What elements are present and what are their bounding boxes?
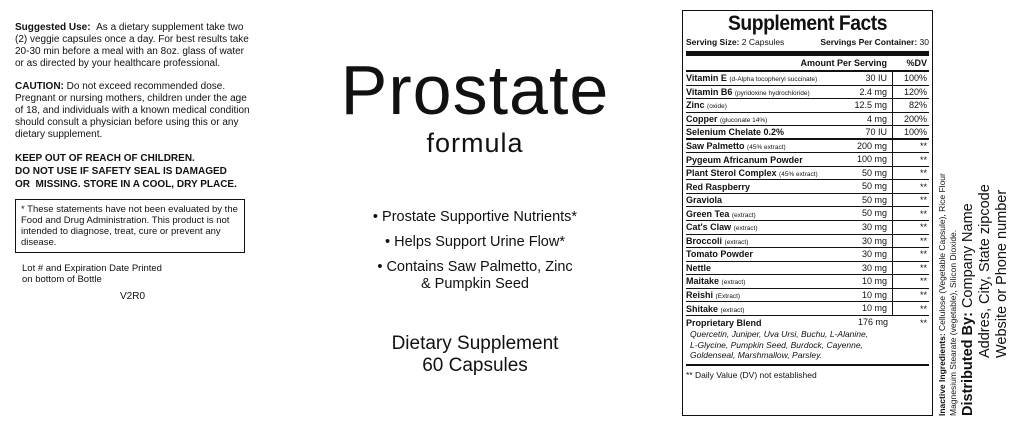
nutrient-dv: **: [919, 208, 927, 219]
facts-title: Supplement Facts: [727, 12, 888, 35]
company-name: Company Name: [960, 203, 976, 309]
blend-line-2: L-Glycine, Pumpkin Seed, Burdock, Cayenne,: [690, 339, 863, 350]
nutrient-name-text: Cat's Claw: [686, 222, 732, 233]
label-code: V2R0: [120, 291, 146, 302]
servings-value: 30: [919, 37, 929, 47]
servings-label: Servings Per Container:: [820, 37, 918, 47]
proprietary-blend: [686, 316, 929, 366]
nutrient-note: (45% extract): [779, 171, 818, 179]
nutrient-note: (extract): [720, 306, 745, 314]
nutrient-name-text: Shitake: [686, 303, 719, 314]
inactive-text-1: Cellulose (Vegetable Capsule), Rice Flour: [937, 173, 947, 331]
nutrient-amount: 200 mg: [831, 140, 893, 153]
nutrient-amount: 10 mg: [831, 289, 893, 302]
supplement-facts-panel: [682, 10, 933, 416]
nutrient-dv: **: [919, 181, 927, 192]
benefit-item: • Contains Saw Palmetto, Zinc: [377, 259, 573, 275]
nutrient-name-text: Selenium Chelate 0.2%: [686, 126, 785, 137]
nutrient-dv: 100%: [903, 73, 927, 84]
nutrient-dv: **: [919, 141, 927, 151]
nutrient-dv: **: [919, 222, 927, 233]
caution-label: CAUTION:: [15, 81, 64, 92]
benefit-item-continued: & Pumpkin Seed: [420, 276, 529, 292]
nutrient-dv: **: [919, 290, 927, 301]
nutrient-name-text: Tomato Powder: [686, 249, 753, 260]
nutrient-note: (45% extract): [747, 144, 786, 151]
nutrient-row: [686, 194, 929, 208]
servings-per-container: [820, 37, 929, 48]
nutrient-amount: 30 mg: [831, 248, 893, 261]
nutrient-name: [686, 127, 831, 137]
nutrient-note: (gluconate 14%): [720, 116, 768, 124]
serving-size: [686, 37, 784, 48]
nutrient-name: [686, 182, 831, 192]
distributor-line-1: [960, 10, 977, 416]
company-address: Addres, City, State zipcode: [977, 184, 993, 358]
left-panel: [15, 22, 255, 303]
nutrient-dv: **: [919, 235, 927, 246]
nutrient-row: [686, 221, 929, 235]
nutrient-name-text: Graviola: [686, 195, 723, 206]
nutrient-row: [686, 235, 929, 249]
storage-warning: [15, 152, 255, 191]
nutrient-dv: 100%: [903, 126, 927, 137]
center-panel: [290, 51, 660, 377]
suggested-use: [15, 22, 255, 70]
nutrient-row: [686, 99, 929, 113]
nutrient-row: [686, 262, 929, 276]
nutrient-dv: **: [919, 262, 927, 273]
nutrient-dv: **: [919, 303, 927, 314]
nutrient-row: [686, 126, 929, 140]
nutrient-amount: 2.4 mg: [831, 86, 893, 99]
product-title: Prostate: [340, 51, 610, 129]
nutrient-row: [686, 153, 929, 167]
nutrient-row: [686, 289, 929, 303]
product-subtitle: formula: [426, 128, 524, 158]
nutrient-dv: **: [919, 168, 927, 179]
nutrient-name-text: Red Raspberry: [686, 181, 751, 192]
nutrient-name: [686, 141, 831, 151]
nutrient-name-text: Reishi: [686, 290, 714, 301]
nutrient-name: [686, 304, 831, 314]
inactive-line-1: [937, 10, 948, 416]
nutrient-amount: 100 mg: [831, 153, 893, 166]
nutrient-amount: 30 IU: [831, 72, 893, 85]
nutrient-dv: 120%: [903, 86, 927, 97]
nutrient-name-text: Broccoli: [686, 235, 723, 246]
benefit-item: • Prostate Supportive Nutrients*: [372, 209, 578, 225]
fda-disclaimer: * These statements have not been evaluated by the Food and Drug Administration. This product is not intended to diagnose, treat, cure or prevent any disease.: [15, 199, 245, 253]
lot-info: [15, 263, 255, 285]
product-description: [290, 333, 660, 377]
blend-line-1: Quercetin, Juniper, Uva Ursi, Buchu, L-Alanine,: [690, 329, 869, 340]
daily-value-note: ** Daily Value (DV) not established: [686, 369, 817, 380]
nutrient-row: [686, 72, 929, 86]
nutrient-name-text: Pygeum Africanum Powder: [686, 154, 803, 165]
warning-line-3: OR MISSING. STORE IN A COOL, DRY PLACE.: [15, 179, 237, 190]
benefit-list: [290, 209, 660, 293]
nutrient-note: (Extract): [715, 293, 741, 301]
serving-size-value: 2 Capsules: [741, 37, 785, 47]
nutrient-dv: **: [919, 154, 927, 165]
caution: [15, 81, 255, 141]
capsule-count: 60 Capsules: [422, 355, 528, 376]
product-type: Dietary Supplement: [391, 333, 559, 354]
nutrient-amount: 4 mg: [831, 113, 893, 126]
inactive-label: Inactive Ingredients:: [937, 333, 947, 416]
nutrient-name: [686, 155, 831, 165]
nutrient-rows: [686, 72, 929, 316]
nutrient-amount: 12.5 mg: [831, 99, 893, 112]
nutrient-dv: **: [919, 276, 927, 287]
nutrient-row: [686, 167, 929, 181]
inactive-line-2: Magnesium Stearate (vegetable), Silicon Dioxide.: [947, 229, 958, 416]
nutrient-dv: 82%: [908, 100, 927, 111]
nutrient-note: (extract): [721, 279, 746, 287]
lot-line-2: on bottom of Bottle: [22, 274, 102, 285]
nutrient-amount: 30 mg: [831, 235, 893, 248]
nutrient-name: [686, 222, 831, 232]
company-contact: Website or Phone number: [994, 189, 1010, 358]
nutrient-name: [686, 87, 831, 97]
serving-info: [686, 37, 929, 56]
nutrient-row: [686, 113, 929, 127]
caution-text: Do not exceed recommended dose. Pregnant or nursing mothers, children under the age of 18, and individuals with a known medical condition should consult a physician before using this or any dietary supplement.: [15, 81, 250, 140]
nutrient-name: [686, 249, 831, 259]
warning-line-1: KEEP OUT OF REACH OF CHILDREN.: [15, 153, 195, 164]
warning-line-2: DO NOT USE IF SAFETY SEAL IS DAMAGED: [15, 166, 227, 177]
nutrient-amount: 50 mg: [831, 167, 893, 180]
nutrient-name: [686, 195, 831, 205]
benefit-item: • Helps Support Urine Flow*: [385, 234, 565, 250]
nutrient-amount: 50 mg: [831, 194, 893, 207]
nutrient-name-text: Vitamin E: [686, 73, 727, 84]
nutrient-name: [686, 100, 831, 110]
nutrient-note: (oxide): [707, 103, 727, 111]
nutrient-amount: 30 mg: [831, 262, 893, 275]
nutrient-name: [686, 236, 831, 246]
nutrient-amount: 50 mg: [831, 207, 893, 220]
nutrient-name-text: Nettle: [686, 262, 712, 273]
nutrient-name-text: Plant Sterol Complex: [686, 168, 777, 179]
suggested-use-label: Suggested Use:: [15, 22, 91, 33]
nutrient-name-text: Vitamin B6: [686, 86, 733, 97]
nutrient-name: [686, 114, 831, 124]
dv-header: %DV: [906, 58, 927, 68]
nutrient-amount: 70 IU: [831, 126, 893, 138]
suggested-use-text: As a dietary supplement take two (2) veggie capsules once a day. For best results take 20-30 min before a meal with an 8oz. glass of water or as directed by your healthcare professional.: [15, 22, 249, 69]
nutrient-row: [686, 86, 929, 100]
nutrient-row: [686, 180, 929, 194]
serving-size-label: Serving Size:: [686, 37, 740, 47]
nutrient-name-text: Saw Palmetto: [686, 141, 745, 151]
blend-name-text: Proprietary Blend: [686, 317, 762, 328]
nutrient-name: [686, 263, 831, 273]
nutrient-row: [686, 275, 929, 289]
blend-amount: 176 mg: [857, 316, 888, 327]
nutrient-note: (d-Alpha tocopheryl succinate): [729, 76, 818, 84]
nutrient-amount: 10 mg: [831, 302, 893, 315]
nutrient-row: [686, 207, 929, 221]
nutrient-note: (pyridoxine hydrochloride): [734, 89, 810, 97]
nutrient-dv: **: [919, 249, 927, 260]
nutrient-name: [686, 276, 831, 286]
nutrient-amount: 50 mg: [831, 180, 893, 193]
blend-dv: **: [919, 317, 927, 328]
amount-header: Amount Per Serving: [800, 58, 887, 68]
blend-ingredients: [686, 329, 929, 361]
nutrient-amount: 10 mg: [831, 275, 893, 288]
nutrient-note: (extract): [733, 225, 758, 233]
inactive-ingredients: [937, 10, 958, 416]
nutrient-note: (extract): [724, 238, 749, 246]
nutrient-name-text: Zinc: [686, 100, 705, 111]
nutrient-amount: 30 mg: [831, 221, 893, 234]
nutrient-dv: **: [919, 195, 927, 206]
distributor-info: [960, 10, 1011, 416]
nutrient-name: [686, 209, 831, 219]
nutrient-row: [686, 248, 929, 262]
nutrient-name-text: Copper: [686, 113, 718, 124]
blend-name: [686, 318, 831, 328]
blend-row: [686, 316, 929, 330]
nutrient-name: [686, 290, 831, 300]
nutrient-note: (extract): [731, 211, 756, 219]
blend-line-3: Goldenseal, Marshmallow, Parsley.: [690, 350, 823, 361]
nutrient-row: [686, 140, 929, 154]
column-headers: [686, 56, 929, 72]
nutrient-dv: 200%: [903, 113, 927, 124]
nutrient-name-text: Green Tea: [686, 208, 730, 219]
distributor-label: Distributed By:: [960, 312, 976, 416]
nutrient-name: [686, 73, 831, 83]
lot-line-1: Lot # and Expiration Date Printed: [22, 263, 162, 274]
nutrient-name: [686, 168, 831, 178]
nutrient-row: [686, 302, 929, 316]
nutrient-name-text: Maitake: [686, 276, 720, 287]
